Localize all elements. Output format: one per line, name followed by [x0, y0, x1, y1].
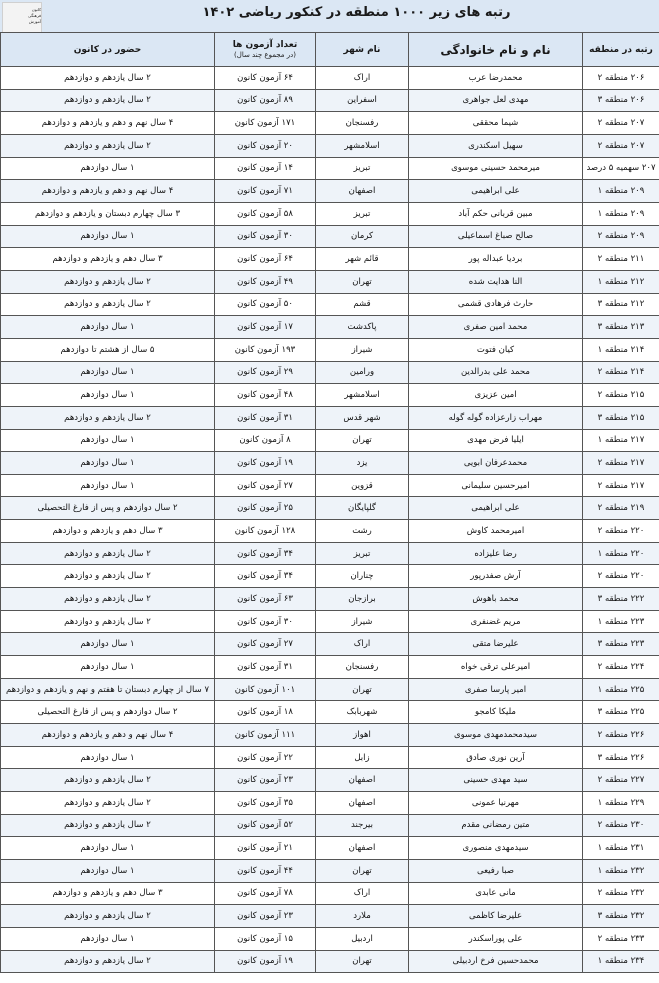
header-exams-label: تعداد آزمون ها — [232, 40, 298, 50]
name-cell: امیر پارسا صفری — [409, 678, 583, 701]
name-cell: مریم غضنفری — [409, 610, 583, 633]
header-name: نام و نام خانوادگی — [409, 33, 583, 67]
name-cell: علی ابراهیمی — [409, 497, 583, 520]
attendance-cell: ۲ سال یازدهم و دوازدهم — [1, 814, 215, 837]
exams-cell: ۱۴ آزمون کانون — [215, 157, 316, 180]
attendance-cell: ۱ سال دوازدهم — [1, 633, 215, 656]
city-cell: تبریز — [316, 542, 409, 565]
table-row — [1, 180, 659, 203]
rank-cell: ۲۰۷ منطقه ۲ — [583, 134, 659, 157]
rank-cell: ۲۲۳ منطقه ۳ — [583, 633, 659, 656]
city-cell: تهران — [316, 950, 409, 973]
name-cell: سهیل اسکندری — [409, 134, 583, 157]
name-cell: محمد علی بدرالدین — [409, 361, 583, 384]
name-cell: امیرحسین سلیمانی — [409, 474, 583, 497]
header-exams-sub: (در مجموع چند سال) — [234, 51, 296, 59]
city-cell: اهواز — [316, 724, 409, 747]
table-row — [1, 656, 659, 679]
table-row — [1, 248, 659, 271]
exams-cell: ۱۹ آزمون کانون — [215, 950, 316, 973]
city-cell: چناران — [316, 565, 409, 588]
attendance-cell: ۱ سال دوازدهم — [1, 384, 215, 407]
table-row — [1, 202, 659, 225]
exams-cell: ۱۵ آزمون کانون — [215, 927, 316, 950]
attendance-cell: ۱ سال دوازدهم — [1, 474, 215, 497]
table-row — [1, 882, 659, 905]
city-cell: بیرجند — [316, 814, 409, 837]
name-cell: حارث فرهادی قشمی — [409, 293, 583, 316]
rank-cell: ۲۰۹ منطقه ۱ — [583, 180, 659, 203]
attendance-cell: ۲ سال دوازدهم و پس از فارغ التحصیلی — [1, 701, 215, 724]
table-row — [1, 927, 659, 950]
name-cell: سید مهدی حسینی — [409, 769, 583, 792]
name-cell: سیدمهدی منصوری — [409, 837, 583, 860]
table-row — [1, 701, 659, 724]
exams-cell: ۴۹ آزمون کانون — [215, 270, 316, 293]
rank-cell: ۲۲۶ منطقه ۳ — [583, 746, 659, 769]
name-cell: مهدی لعل جواهری — [409, 89, 583, 112]
name-cell: کیان فتوت — [409, 338, 583, 361]
table-row — [1, 950, 659, 973]
rank-cell: ۲۱۹ منطقه ۲ — [583, 497, 659, 520]
table-row — [1, 565, 659, 588]
city-cell: شیراز — [316, 338, 409, 361]
city-cell: شهربابک — [316, 701, 409, 724]
city-cell: گلپایگان — [316, 497, 409, 520]
city-cell: شهر قدس — [316, 406, 409, 429]
table-row — [1, 112, 659, 135]
attendance-cell: ۲ سال دوازدهم و پس از فارغ التحصیلی — [1, 497, 215, 520]
rank-cell: ۲۳۳ منطقه ۲ — [583, 927, 659, 950]
city-cell: تهران — [316, 859, 409, 882]
title-banner — [0, 0, 659, 33]
rank-cell: ۲۱۱ منطقه ۲ — [583, 248, 659, 271]
exams-cell: ۲۱ آزمون کانون — [215, 837, 316, 860]
name-cell: شیما محققی — [409, 112, 583, 135]
city-cell: اراک — [316, 633, 409, 656]
exams-cell: ۷۱ آزمون کانون — [215, 180, 316, 203]
header-rank: رتبه در منطقه — [583, 33, 659, 67]
attendance-cell: ۴ سال نهم و دهم و یازدهم و دوازدهم — [1, 180, 215, 203]
table-row — [1, 157, 659, 180]
table-row — [1, 633, 659, 656]
rank-cell: ۲۰۶ منطقه ۳ — [583, 89, 659, 112]
exams-cell: ۶۳ آزمون کانون — [215, 588, 316, 611]
attendance-cell: ۳ سال دهم و یازدهم و دوازدهم — [1, 520, 215, 543]
attendance-cell: ۳ سال دهم و یازدهم و دوازدهم — [1, 248, 215, 271]
attendance-cell: ۵ سال از هشتم تا دوازدهم — [1, 338, 215, 361]
name-cell: علیرضا کاظمی — [409, 905, 583, 928]
table-row — [1, 859, 659, 882]
exams-cell: ۸ آزمون کانون — [215, 429, 316, 452]
rank-cell: ۲۳۴ منطقه ۱ — [583, 950, 659, 973]
attendance-cell: ۱ سال دوازدهم — [1, 859, 215, 882]
attendance-cell: ۲ سال یازدهم و دوازدهم — [1, 89, 215, 112]
city-cell: ملارد — [316, 905, 409, 928]
rank-cell: ۲۲۵ منطقه ۱ — [583, 678, 659, 701]
attendance-cell: ۲ سال یازدهم و دوازدهم — [1, 905, 215, 928]
city-cell: تهران — [316, 270, 409, 293]
name-cell: رضا علیزاده — [409, 542, 583, 565]
attendance-cell: ۲ سال یازدهم و دوازدهم — [1, 406, 215, 429]
table-row — [1, 678, 659, 701]
rank-cell: ۲۱۳ منطقه ۳ — [583, 316, 659, 339]
name-cell: محمدحسین فرخ اردبیلی — [409, 950, 583, 973]
exams-cell: ۱۰۱ آزمون کانون — [215, 678, 316, 701]
rank-cell: ۲۲۰ منطقه ۱ — [583, 542, 659, 565]
table-row — [1, 746, 659, 769]
rank-cell: ۲۰۷ سهمیه ۵ درصد — [583, 157, 659, 180]
name-cell: سیدمحمدمهدی موسوی — [409, 724, 583, 747]
page-title: رتبه های زیر ۱۰۰۰ منطقه در کنکور ریاضی ۱۴۰۲ — [202, 5, 511, 20]
rank-cell: ۲۲۶ منطقه ۲ — [583, 724, 659, 747]
table-row — [1, 338, 659, 361]
city-cell: رفسنجان — [316, 656, 409, 679]
table-row — [1, 610, 659, 633]
attendance-cell: ۱ سال دوازدهم — [1, 746, 215, 769]
name-cell: ایلیا فرض مهدی — [409, 429, 583, 452]
attendance-cell: ۱ سال دوازدهم — [1, 361, 215, 384]
rank-table — [0, 32, 659, 973]
exams-cell: ۲۳ آزمون کانون — [215, 905, 316, 928]
name-cell: صبا رفیعی — [409, 859, 583, 882]
table-row — [1, 497, 659, 520]
attendance-cell: ۱ سال دوازدهم — [1, 452, 215, 475]
rank-cell: ۲۰۶ منطقه ۲ — [583, 67, 659, 90]
attendance-cell: ۲ سال یازدهم و دوازدهم — [1, 270, 215, 293]
rank-cell: ۲۱۲ منطقه ۳ — [583, 293, 659, 316]
name-cell: مهراب زارعزاده گوله گوله — [409, 406, 583, 429]
city-cell: رشت — [316, 520, 409, 543]
exams-cell: ۷۸ آزمون کانون — [215, 882, 316, 905]
exams-cell: ۲۹ آزمون کانون — [215, 361, 316, 384]
exams-cell: ۴۴ آزمون کانون — [215, 859, 316, 882]
rank-cell: ۲۲۴ منطقه ۲ — [583, 656, 659, 679]
exams-cell: ۱۹ آزمون کانون — [215, 452, 316, 475]
rank-cell: ۲۳۰ منطقه ۲ — [583, 814, 659, 837]
attendance-cell: ۳ سال دهم و یازدهم و دوازدهم — [1, 882, 215, 905]
city-cell: قشم — [316, 293, 409, 316]
rank-cell: ۲۱۵ منطقه ۲ — [583, 384, 659, 407]
rank-cell: ۲۲۳ منطقه ۱ — [583, 610, 659, 633]
name-cell: النا هدایت شده — [409, 270, 583, 293]
table-row — [1, 406, 659, 429]
name-cell: بردیا عبداله پور — [409, 248, 583, 271]
attendance-cell: ۱ سال دوازدهم — [1, 837, 215, 860]
table-row — [1, 905, 659, 928]
table-row — [1, 384, 659, 407]
exams-cell: ۵۰ آزمون کانون — [215, 293, 316, 316]
exams-cell: ۲۷ آزمون کانون — [215, 633, 316, 656]
city-cell: کرمان — [316, 225, 409, 248]
header-exams — [215, 33, 316, 67]
name-cell: متین رمضانی مقدم — [409, 814, 583, 837]
city-cell: اصفهان — [316, 769, 409, 792]
city-cell: برازجان — [316, 588, 409, 611]
name-cell: علیرضا متقی — [409, 633, 583, 656]
attendance-cell: ۱ سال دوازدهم — [1, 225, 215, 248]
table-row — [1, 67, 659, 90]
attendance-cell: ۱ سال دوازدهم — [1, 656, 215, 679]
name-cell: آرش صفدرپور — [409, 565, 583, 588]
rank-cell: ۲۱۷ منطقه ۲ — [583, 474, 659, 497]
exams-cell: ۳۱ آزمون کانون — [215, 656, 316, 679]
rank-cell: ۲۲۰ منطقه ۲ — [583, 565, 659, 588]
exams-cell: ۱۸ آزمون کانون — [215, 701, 316, 724]
city-cell: اصفهان — [316, 180, 409, 203]
exams-cell: ۵۲ آزمون کانون — [215, 814, 316, 837]
exams-cell: ۱۲۸ آزمون کانون — [215, 520, 316, 543]
exams-cell: ۳۵ آزمون کانون — [215, 792, 316, 815]
rank-cell: ۲۱۷ منطقه ۲ — [583, 452, 659, 475]
city-cell: شیراز — [316, 610, 409, 633]
rank-cell: ۲۱۴ منطقه ۲ — [583, 361, 659, 384]
city-cell: تهران — [316, 429, 409, 452]
city-cell: اصفهان — [316, 792, 409, 815]
city-cell: قائم شهر — [316, 248, 409, 271]
city-cell: اسلامشهر — [316, 134, 409, 157]
rank-cell: ۲۱۲ منطقه ۱ — [583, 270, 659, 293]
attendance-cell: ۱ سال دوازدهم — [1, 429, 215, 452]
name-cell: محمدرضا عرب — [409, 67, 583, 90]
name-cell: محمد باهوش — [409, 588, 583, 611]
table-row — [1, 792, 659, 815]
attendance-cell: ۲ سال یازدهم و دوازدهم — [1, 792, 215, 815]
table-row — [1, 429, 659, 452]
name-cell: آرین نوری صادق — [409, 746, 583, 769]
rank-cell: ۲۰۷ منطقه ۲ — [583, 112, 659, 135]
city-cell: اصفهان — [316, 837, 409, 860]
city-cell: پاکدشت — [316, 316, 409, 339]
table-row — [1, 814, 659, 837]
name-cell: مبین قربانی حکم آباد — [409, 202, 583, 225]
exams-cell: ۸۹ آزمون کانون — [215, 89, 316, 112]
attendance-cell: ۳ سال چهارم دبستان و یازدهم و دوازدهم — [1, 202, 215, 225]
exams-cell: ۲۵ آزمون کانون — [215, 497, 316, 520]
table-header-row — [1, 33, 659, 67]
city-cell: اردبیل — [316, 927, 409, 950]
name-cell: صالح صباغ اسماعیلی — [409, 225, 583, 248]
rank-cell: ۲۳۲ منطقه ۳ — [583, 905, 659, 928]
exams-cell: ۳۱ آزمون کانون — [215, 406, 316, 429]
city-cell: قزوین — [316, 474, 409, 497]
rank-cell: ۲۲۷ منطقه ۲ — [583, 769, 659, 792]
city-cell: یزد — [316, 452, 409, 475]
attendance-cell: ۱ سال دوازدهم — [1, 157, 215, 180]
rank-cell: ۲۲۲ منطقه ۳ — [583, 588, 659, 611]
name-cell: محمد امین صفری — [409, 316, 583, 339]
name-cell: علی ابراهیمی — [409, 180, 583, 203]
exams-cell: ۳۰ آزمون کانون — [215, 225, 316, 248]
rank-cell: ۲۳۲ منطقه ۱ — [583, 859, 659, 882]
attendance-cell: ۱ سال دوازدهم — [1, 316, 215, 339]
table-row — [1, 361, 659, 384]
exams-cell: ۳۴ آزمون کانون — [215, 542, 316, 565]
exams-cell: ۱۷ آزمون کانون — [215, 316, 316, 339]
exams-cell: ۳۰ آزمون کانون — [215, 610, 316, 633]
attendance-cell: ۷ سال از چهارم دبستان تا هفتم و نهم و یازدهم و دوازدهم — [1, 678, 215, 701]
rank-cell: ۲۱۵ منطقه ۳ — [583, 406, 659, 429]
name-cell: محمدعرفان ابویی — [409, 452, 583, 475]
exams-cell: ۴۸ آزمون کانون — [215, 384, 316, 407]
name-cell: مانی عابدی — [409, 882, 583, 905]
attendance-cell: ۲ سال یازدهم و دوازدهم — [1, 610, 215, 633]
exams-cell: ۲۲ آزمون کانون — [215, 746, 316, 769]
name-cell: امیرعلی ترقی خواه — [409, 656, 583, 679]
rank-cell: ۲۱۷ منطقه ۱ — [583, 429, 659, 452]
name-cell: علی پوراسکندر — [409, 927, 583, 950]
exams-cell: ۲۳ آزمون کانون — [215, 769, 316, 792]
table-row — [1, 542, 659, 565]
table-row — [1, 293, 659, 316]
table-body — [1, 67, 659, 973]
exams-cell: ۱۱۱ آزمون کانون — [215, 724, 316, 747]
logo-text: کانون فرهنگی آموزش — [28, 7, 41, 24]
attendance-cell: ۲ سال یازدهم و دوازدهم — [1, 950, 215, 973]
table-row — [1, 474, 659, 497]
city-cell: اراک — [316, 882, 409, 905]
table-row — [1, 89, 659, 112]
city-cell: زابل — [316, 746, 409, 769]
attendance-cell: ۲ سال یازدهم و دوازدهم — [1, 565, 215, 588]
table-row — [1, 588, 659, 611]
city-cell: اراک — [316, 67, 409, 90]
attendance-cell: ۲ سال یازدهم و دوازدهم — [1, 769, 215, 792]
header-attendance: حضور در کانون — [1, 33, 215, 67]
exams-cell: ۱۷۱ آزمون کانون — [215, 112, 316, 135]
exams-cell: ۲۷ آزمون کانون — [215, 474, 316, 497]
rank-cell: ۲۲۹ منطقه ۱ — [583, 792, 659, 815]
name-cell: مهرنیا عمونی — [409, 792, 583, 815]
table-row — [1, 270, 659, 293]
city-cell: اسفراین — [316, 89, 409, 112]
rank-cell: ۲۲۰ منطقه ۲ — [583, 520, 659, 543]
name-cell: ملیکا کامجو — [409, 701, 583, 724]
attendance-cell: ۴ سال نهم و دهم و یازدهم و دوازدهم — [1, 724, 215, 747]
city-cell: تهران — [316, 678, 409, 701]
exams-cell: ۶۴ آزمون کانون — [215, 67, 316, 90]
city-cell: ورامین — [316, 361, 409, 384]
attendance-cell: ۲ سال یازدهم و دوازدهم — [1, 134, 215, 157]
table-row — [1, 134, 659, 157]
attendance-cell: ۲ سال یازدهم و دوازدهم — [1, 542, 215, 565]
exams-cell: ۳۴ آزمون کانون — [215, 565, 316, 588]
attendance-cell: ۲ سال یازدهم و دوازدهم — [1, 293, 215, 316]
table-row — [1, 452, 659, 475]
rank-cell: ۲۳۲ منطقه ۲ — [583, 882, 659, 905]
rank-cell: ۲۳۱ منطقه ۱ — [583, 837, 659, 860]
exams-cell: ۲۰ آزمون کانون — [215, 134, 316, 157]
rank-cell: ۲۲۵ منطقه ۳ — [583, 701, 659, 724]
header-city: نام شهر — [316, 33, 409, 67]
exams-cell: ۶۴ آزمون کانون — [215, 248, 316, 271]
table-row — [1, 225, 659, 248]
attendance-cell: ۲ سال یازدهم و دوازدهم — [1, 67, 215, 90]
city-cell: اسلامشهر — [316, 384, 409, 407]
city-cell: تبریز — [316, 157, 409, 180]
table-row — [1, 837, 659, 860]
table-row — [1, 316, 659, 339]
attendance-cell: ۱ سال دوازدهم — [1, 927, 215, 950]
city-cell: رفسنجان — [316, 112, 409, 135]
name-cell: امیرمحمد کاوش — [409, 520, 583, 543]
attendance-cell: ۲ سال یازدهم و دوازدهم — [1, 588, 215, 611]
rank-cell: ۲۱۴ منطقه ۱ — [583, 338, 659, 361]
table-row — [1, 520, 659, 543]
rank-cell: ۲۰۹ منطقه ۲ — [583, 225, 659, 248]
attendance-cell: ۴ سال نهم و دهم و یازدهم و دوازدهم — [1, 112, 215, 135]
exams-cell: ۵۸ آزمون کانون — [215, 202, 316, 225]
rank-cell: ۲۰۹ منطقه ۱ — [583, 202, 659, 225]
name-cell: امین عزیزی — [409, 384, 583, 407]
city-cell: تبریز — [316, 202, 409, 225]
name-cell: میرمحمد حسینی موسوی — [409, 157, 583, 180]
table-row — [1, 724, 659, 747]
exams-cell: ۱۹۳ آزمون کانون — [215, 338, 316, 361]
table-row — [1, 769, 659, 792]
